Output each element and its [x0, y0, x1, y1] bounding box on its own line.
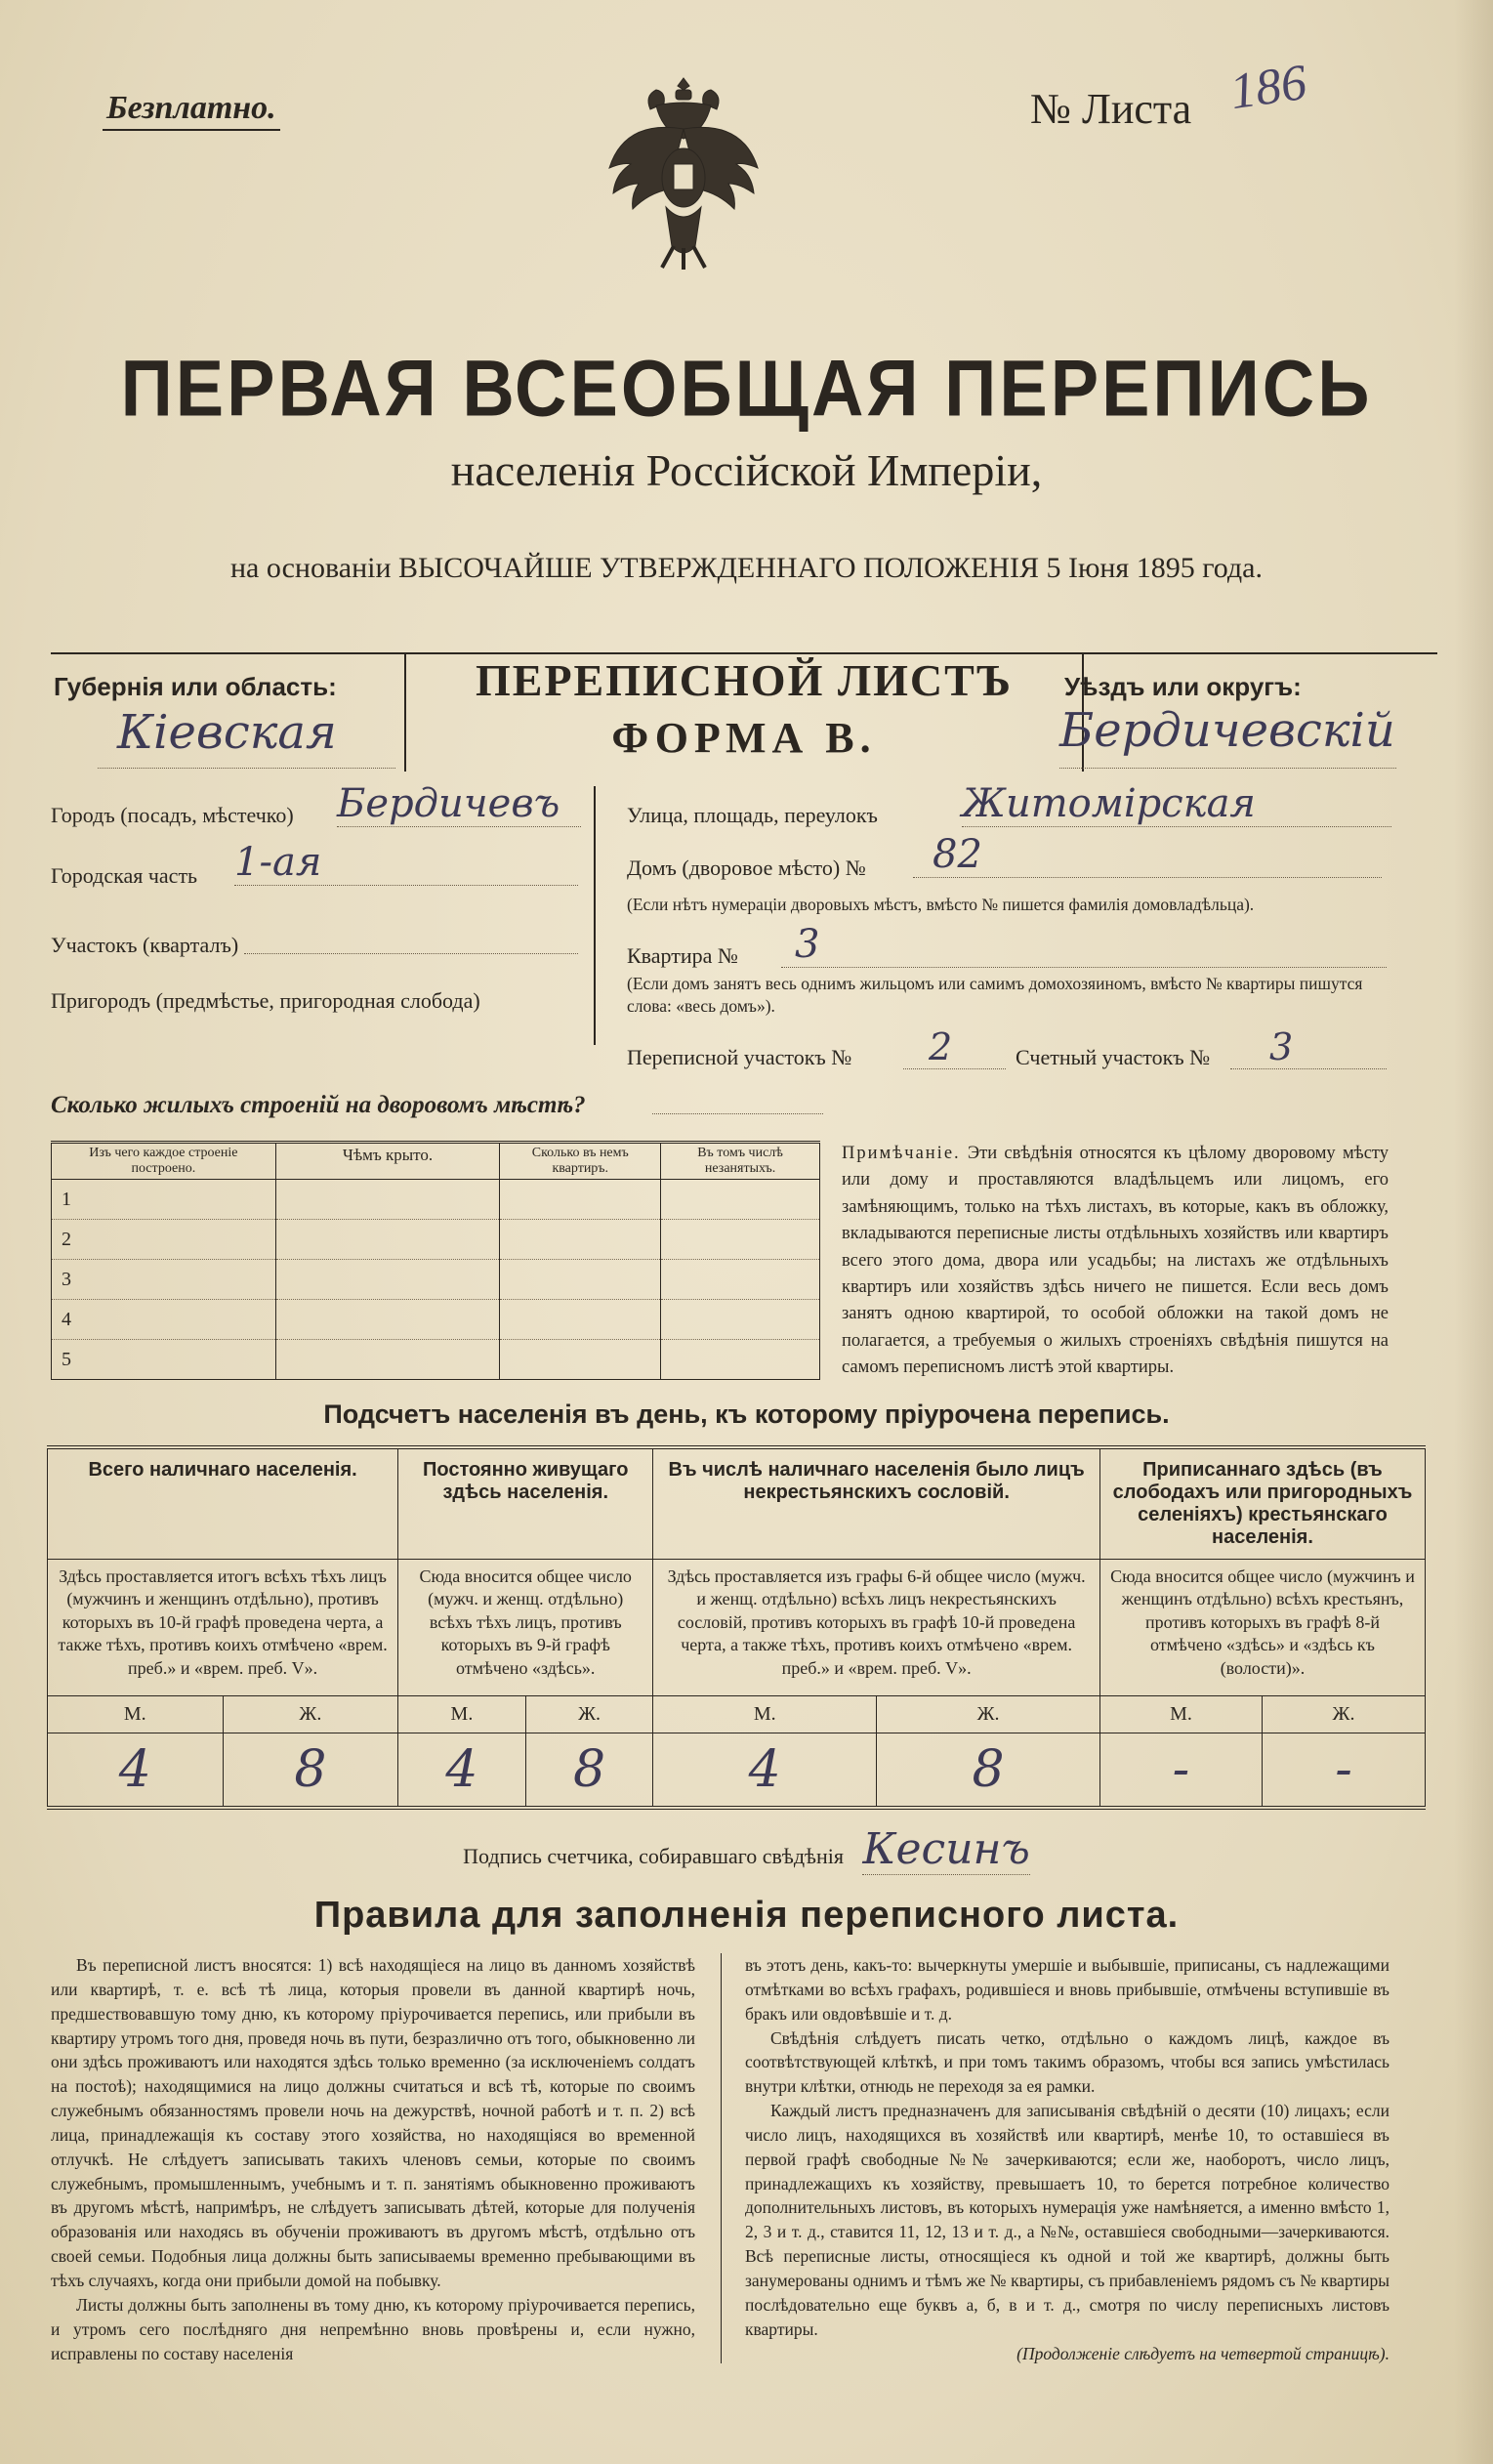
table-row [52, 1220, 820, 1260]
signature-value: Кесинъ [862, 1824, 1030, 1874]
uezd-dotted-line [1059, 768, 1396, 769]
rules-paragraph: Каждый листъ предназначенъ для записыванія свѣдѣній о десяти (10) лицахъ; если число лицъ, находящихся въ хозяйствѣ или квартирѣ, менѣе 10, то оставшіеся въ первой графѣ свободные №№ зачеркиваются; если же, наоборотъ, число лицъ, принадлежащихъ къ хозяйству, превышаетъ 10, то берется потребное количество дополнительныхъ листовъ, въ которыхъ нумерація уже намѣняется, а именно вмѣсто 1, 2, 3 и т. д., ставится 11, 12, 13 и т. д., а №№, оставшіеся свободными—зачеркиваются. Всѣ переписные листы, относящіеся къ одной и той же квартирѣ, должны быть занумерованы однимъ и тѣмъ же № квартиры, съ прибавленіемъ рядомъ съ № квартиры послѣдовательно еще буквъ а, б, в и т. д., смотря по числу переписныхъ листовъ квартиры. [745, 2101, 1389, 2339]
suburb-label: Пригородъ (предмѣстье, пригородная слобода) [51, 988, 480, 1013]
rules-paragraph: Свѣдѣнія слѣдуетъ писать четко, отдѣльно о каждомъ лицѣ, каждое въ соотвѣтствующей клѣткѣ, и при томъ такимъ образомъ, чтобы вся запись умѣстилась внутри клѣтки, отнюдь не переходя за ея рамки. [745, 2027, 1389, 2097]
city-label: Городъ (посадъ, мѣстечко) [51, 803, 294, 827]
buildings-header-material: Изъ чего каждое строеніе построено. [52, 1143, 276, 1180]
row-number: 1 [52, 1180, 276, 1220]
apartment-note: (Если домъ занятъ весь однимъ жильцомъ или самимъ домохозяиномъ, вмѣсто № квартиры пишутся слова: «весь домъ»). [627, 974, 1363, 1016]
table-row [52, 1260, 820, 1300]
count-title: Подсчетъ населенія въ день, къ которому пріурочена перепись. [323, 1399, 1170, 1429]
buildings-question-line [652, 1113, 823, 1114]
apartment-value: 3 [781, 922, 1387, 968]
rules-paragraph: Въ переписной листъ вносятся: 1) всѣ находящіеся на лицо въ данномъ хозяйствѣ или квартирѣ, т. е. всѣ тѣ лица, которыя провели въ данной квартирѣ ночь, предшествовавшую тому дню, къ которому пріурочивается перепись, или прибыли въ квартиру утромъ того дня, проведя ночь въ пути, безразлично отъ того, обыкновенно ли они здѣсь проживаютъ или находятся здѣсь только временно (за исключеніемъ солдатъ на постоѣ); находящимися на лицо должны считаться и всѣ тѣ, которые по своимъ служебнымъ обязанностямъ провели ночь на дежурствѣ, ночной работѣ и т. п. 2) всѣ лица, принадлежащія къ составу этого хозяйства, но находящіяся во временной отлучкѣ. Не слѣдуетъ записывать такихъ членовъ семьи, которые по своимъ служебнымъ, промышленнымъ, учебнымъ и т. п. занятіямъ обыкновенно проживаютъ въ другомъ мѣстѣ, напримѣръ, не слѣдуетъ записывать дѣтей, которые для полученія образованія или находясь въ обученіи проживаютъ въ другомъ мѣстѣ, отдѣльно отъ своей семьи. Подобныя лица должны быть записываемы временно пребывающими въ тѣхъ случаяхъ, когда они прибыли домой на побывку. [51, 1955, 695, 2290]
city-part-label: Городская часть [51, 863, 198, 888]
count-peasant-female: - [1262, 1733, 1425, 1808]
table-row [52, 1180, 820, 1220]
rules-right-column [745, 1953, 1389, 2365]
buildings-header-vacant: Въ томъ числѣ незанятыхъ. [661, 1143, 820, 1180]
signature-label: Подпись счетчика, собиравшаго свѣдѣнія [463, 1844, 844, 1868]
city-value: Бердичевъ [337, 781, 581, 827]
row-number: 4 [52, 1300, 276, 1340]
note-label: Примѣчаніе. [842, 1144, 961, 1163]
rules-paragraph: въ этотъ день, какъ-то: вычеркнуты умершіе и выбывшіе, приписаны, съ надлежащими отмѣтками во всѣхъ графахъ, родившіеся и вновь прибывшіе, отмѣчены вступившіе въ бракъ или овдовѣвшіе и т. д. [745, 1955, 1389, 2024]
male-label: М. [48, 1696, 224, 1733]
house-label: Домъ (дворовое мѣсто) № [627, 856, 866, 880]
female-label: Ж. [525, 1696, 653, 1733]
district-dotted-line [244, 953, 578, 954]
female-label: Ж. [877, 1696, 1100, 1733]
count-noncrestian-male: 4 [653, 1733, 877, 1808]
gubernia-label: Губернія или область: [54, 672, 337, 701]
house-note: (Если нѣтъ нумераціи дворовыхъ мѣстъ, вмѣсто № пишется фамилія домовладѣльца). [627, 895, 1255, 914]
gubernia-value: Кіевская [117, 705, 337, 760]
count-head-total: Всего наличнаго населенія. [48, 1447, 398, 1560]
district-label: Участокъ (кварталъ) [51, 933, 239, 957]
count-area-value: 3 [1230, 1025, 1387, 1069]
count-desc-total: Здѣсь проставляется итогъ всѣхъ тѣхъ лицъ (мужчинъ и женщинъ отдѣльно), противъ которыхъ въ 10-й графѣ проведена черта, а также тѣхъ, противъ коихъ отмѣчено «врем. преб.» и «врем. преб. V». [48, 1560, 398, 1696]
apartment-label: Квартира № [627, 943, 738, 968]
uezd-label: Уѣздъ или округъ: [1064, 672, 1302, 701]
count-total-female: 8 [223, 1733, 398, 1808]
street-label: Улица, площадь, переулокъ [627, 803, 878, 827]
row-number: 3 [52, 1260, 276, 1300]
count-permanent-female: 8 [525, 1733, 653, 1808]
address-divider [594, 786, 596, 1045]
count-head-peasant: Приписаннаго здѣсь (въ слободахъ или пригородныхъ селеніяхъ) крестьянскаго населенія. [1099, 1447, 1425, 1560]
rules-title: Правила для заполненія переписного листа. [313, 1895, 1180, 1936]
sheet-number-label: № Листа [1030, 85, 1192, 133]
count-area-label: Счетный участокъ № [1016, 1045, 1211, 1069]
street-value: Житомірская [962, 781, 1391, 827]
female-label: Ж. [1262, 1696, 1425, 1733]
house-value: 82 [913, 832, 1382, 878]
census-area-label: Переписной участокъ № [627, 1045, 852, 1069]
rules-continued: (Продолженіе слѣдуетъ на четвертой страницѣ). [1016, 2343, 1389, 2363]
row-number: 2 [52, 1220, 276, 1260]
rules-paragraph: Листы должны быть заполнены въ тому дню, къ которому пріурочивается перепись, и утромъ сего послѣдняго дня непремѣнно вновь провѣрены и, если нужно, исправлены по составу населенія [51, 2294, 695, 2363]
count-noncrestian-female: 8 [877, 1733, 1100, 1808]
form-title: ПЕРЕПИСНОЙ ЛИСТЪ [475, 655, 1014, 705]
enumerator-signature [0, 1824, 1493, 1874]
count-total-male: 4 [48, 1733, 224, 1808]
buildings-question: Сколько жилыхъ строеній на дворовомъ мѣстѣ? [51, 1092, 586, 1118]
gubernia-dotted-line [98, 768, 395, 769]
city-part-value: 1-ая [234, 840, 578, 886]
count-head-noncrestian: Въ числѣ наличнаго населенія было лицъ некрестьянскихъ сословій. [653, 1447, 1100, 1560]
count-head-permanent: Постоянно живущаго здѣсь населенія. [398, 1447, 653, 1560]
buildings-header-roof: Чѣмъ крыто. [275, 1143, 500, 1180]
male-label: М. [653, 1696, 877, 1733]
census-area-value: 2 [903, 1025, 1006, 1069]
page-subtitle: населенія Россійской Имперіи, [450, 445, 1043, 495]
page-title: ПЕРВАЯ ВСЕОБЩАЯ ПЕРЕПИСЬ [120, 343, 1373, 434]
count-permanent-male: 4 [398, 1733, 526, 1808]
count-desc-permanent: Сюда вносится общее число (мужч. и женщ. отдѣльно) всѣхъ тѣхъ лицъ, противъ которыхъ въ 9-й графѣ отмѣчено «здѣсь». [398, 1560, 653, 1696]
table-row [52, 1300, 820, 1340]
population-count-table [47, 1445, 1426, 1810]
rules-column-divider [721, 1953, 722, 2363]
uezd-value: Бердичевскій [1059, 703, 1395, 758]
table-row [52, 1340, 820, 1380]
count-desc-noncrestian: Здѣсь проставляется изъ графы 6-й общее число (мужч. и женщ. отдѣльно) всѣхъ лицъ некрестьянскихъ сословій, противъ которыхъ въ графѣ 10-й проведена черта, а также тѣхъ, противъ коихъ отмѣчено «врем. преб.» и «врем. преб. V». [653, 1560, 1100, 1696]
free-label: Безплатно. [103, 90, 280, 131]
male-label: М. [398, 1696, 526, 1733]
buildings-table [51, 1141, 820, 1380]
note-text: Эти свѣдѣнія относятся къ цѣлому дворовому мѣсту или дому и проставляются владѣльцемъ или лицомъ, его замѣняющимъ, только на тѣхъ листахъ, въ которые, какъ въ обложку, вкладываются переписные листы отдѣльныхъ хозяйствъ или квартиръ всего этого дома, двора или усадьбы; на листахъ же отдѣльныхъ квартиръ или хозяйствъ здѣсь ничего не пишется. Если весь домъ занятъ одною квартирой, то особой обложки на такой домъ не полагается, а требуемыя о жилыхъ строеніяхъ свѣдѣнія пишутся на самомъ переписномъ листѣ этой квартиры. [842, 1144, 1389, 1377]
buildings-note [842, 1141, 1389, 1381]
imperial-eagle-icon [605, 70, 762, 275]
rules-left-column [51, 1953, 695, 2365]
buildings-header-apartments: Сколько въ немъ квартиръ. [500, 1143, 661, 1180]
legal-basis: на основаніи ВЫСОЧАЙШЕ УТВЕРЖДЕННАГО ПОЛОЖЕНІЯ 5 Іюня 1895 года. [230, 552, 1263, 584]
form-name: ФОРМА В. [611, 714, 877, 762]
male-label: М. [1099, 1696, 1262, 1733]
count-peasant-male: - [1099, 1733, 1262, 1808]
form-title-block [404, 652, 1084, 772]
row-number: 5 [52, 1340, 276, 1380]
count-desc-peasant: Сюда вносится общее число (мужчинъ и женщинъ отдѣльно) всѣхъ крестьянъ, противъ которыхъ въ графѣ 8-й отмѣчено «здѣсь» и «здѣсь къ (волости)». [1099, 1560, 1425, 1696]
female-label: Ж. [223, 1696, 398, 1733]
sheet-number-handwritten: 186 [1226, 54, 1310, 121]
